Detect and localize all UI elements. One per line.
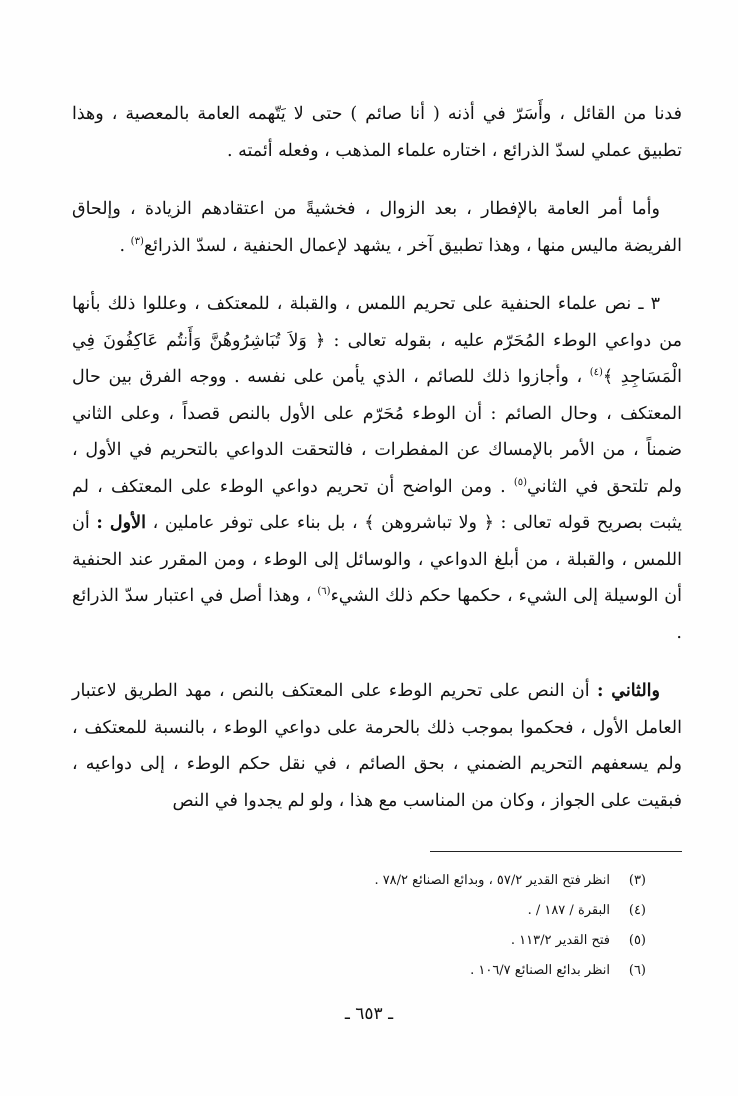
footnotes-list: [72, 866, 646, 986]
footnote-number: (٣): [628, 873, 646, 888]
footnote-ref-5[interactable]: (٥): [513, 476, 528, 488]
footnote-number: (٥): [628, 933, 646, 948]
footnote-ref-3[interactable]: (٣): [130, 235, 144, 247]
footnote-ref-6[interactable]: (٦): [317, 586, 331, 598]
page-number: ـ ٦٥٣ ـ: [344, 1004, 394, 1024]
first-factor-label: الأول :: [96, 513, 146, 533]
footnote-text: انظر فتح القدير ٥٧/٢ ، وبدائع الصنائع ٧٨/٢ .: [374, 873, 610, 888]
second-factor-label: والثاني :: [596, 681, 660, 701]
footnote-divider: [430, 851, 682, 852]
paragraph-3: [72, 286, 682, 651]
footnote-item: [72, 926, 646, 956]
footnote-text: انظر بدائع الصنائع ١٠٦/٧ .: [470, 963, 610, 978]
main-text: [72, 96, 682, 841]
footnote-item: [72, 956, 646, 986]
footnote-item: [72, 896, 646, 926]
paragraph-3-text-c: . ومن الواضح أن تحريم دواعي الوطء على المعتكف ، لم يثبت بصريح قوله تعالى : ﴿ ولا تباشروهن ﴾ ، بل بناء على توفر عاملين ،: [72, 476, 682, 533]
paragraph-3-text-a: ٣ ـ نص علماء الحنفية على تحريم اللمس ، والقبلة ، للمعتكف ، وعللوا ذلك بأنها من دواعي الوطء المُحَرّم عليه ، بقوله تعالى : ﴿ وَلاَ تُبَاشِرُوهُنَّ وَأَنتُم عَاكِفُونَ فِي الْمَسَاجِدِ ﴾: [72, 294, 682, 387]
paragraph-2-end: .: [119, 235, 131, 256]
paragraph-2: [72, 191, 682, 264]
paragraph-3-text-d: أن اللمس ، والقبلة ، من أبلغ الدواعي ، والوسائل إلى الوطء ، ومن المقرر عند الحنفية أن الوسيلة إلى الشيء ، حكمها حكم ذلك الشيء: [72, 513, 682, 606]
paragraph-4-text: أن النص على تحريم الوطء على المعتكف بالنص ، مهد الطريق لاعتبار العامل الأول ، فحكموا بموجب ذلك بالحرمة على دواعي الوطء ، بالنسبة للمعتكف ، ولم يسعفهم التحريم الضمني ، بحق الصائم ، في نقل حكم الوطء ، إلى دواعيه ، فبقيت على الجواز ، وكان من المناسب مع هذا ، ولو لم يجدوا في النص: [72, 681, 682, 811]
footnote-ref-4[interactable]: (٤): [589, 367, 603, 379]
footnote-text: فتح القدير ١١٣/٢ .: [510, 933, 610, 948]
paragraph-3-text-b: ، وأجازوا ذلك للصائم ، الذي يأمن على نفسه . ووجه الفرق بين حال المعتكف ، وحال الصائم : أن الوطء مُحَرّم على الأول بالنص قصداً ، وعلى الثاني ضمناً ، من الأمر بالإمساك عن المفطرات ، فالتحقت الدواعي بالتحريم في الأول ، ولم تلتحق في الثاني: [72, 367, 682, 497]
footnote-number: (٦): [628, 963, 646, 978]
footnote-text: البقرة / ١٨٧ / .: [527, 903, 610, 918]
paragraph-2-text: وأما أمر العامة بالإفطار ، بعد الزوال ، فخشيةً من اعتقادهم الزيادة ، وإلحاق الفريضة ماليس منها ، وهذا تطبيق آخر ، يشهد لإعمال الحنفية ، لسدّ الذرائع: [72, 199, 682, 256]
paragraph-3-text-e: ، وهذا أصل في اعتبار سدّ الذرائع .: [72, 586, 682, 643]
paragraph-1-text: فدنا من القائل ، وأَسَرّ في أذنه ( أنا صائم ) حتى لا يَتّهمه العامة بالمعصية ، وهذا تطبيق عملي لسدّ الذرائع ، اختاره علماء المذهب ، وفعله أئمته .: [72, 104, 682, 161]
paragraph-1: [72, 96, 682, 169]
footnote-number: (٤): [628, 903, 646, 918]
paragraph-4: [72, 673, 682, 819]
footnote-item: [72, 866, 646, 896]
